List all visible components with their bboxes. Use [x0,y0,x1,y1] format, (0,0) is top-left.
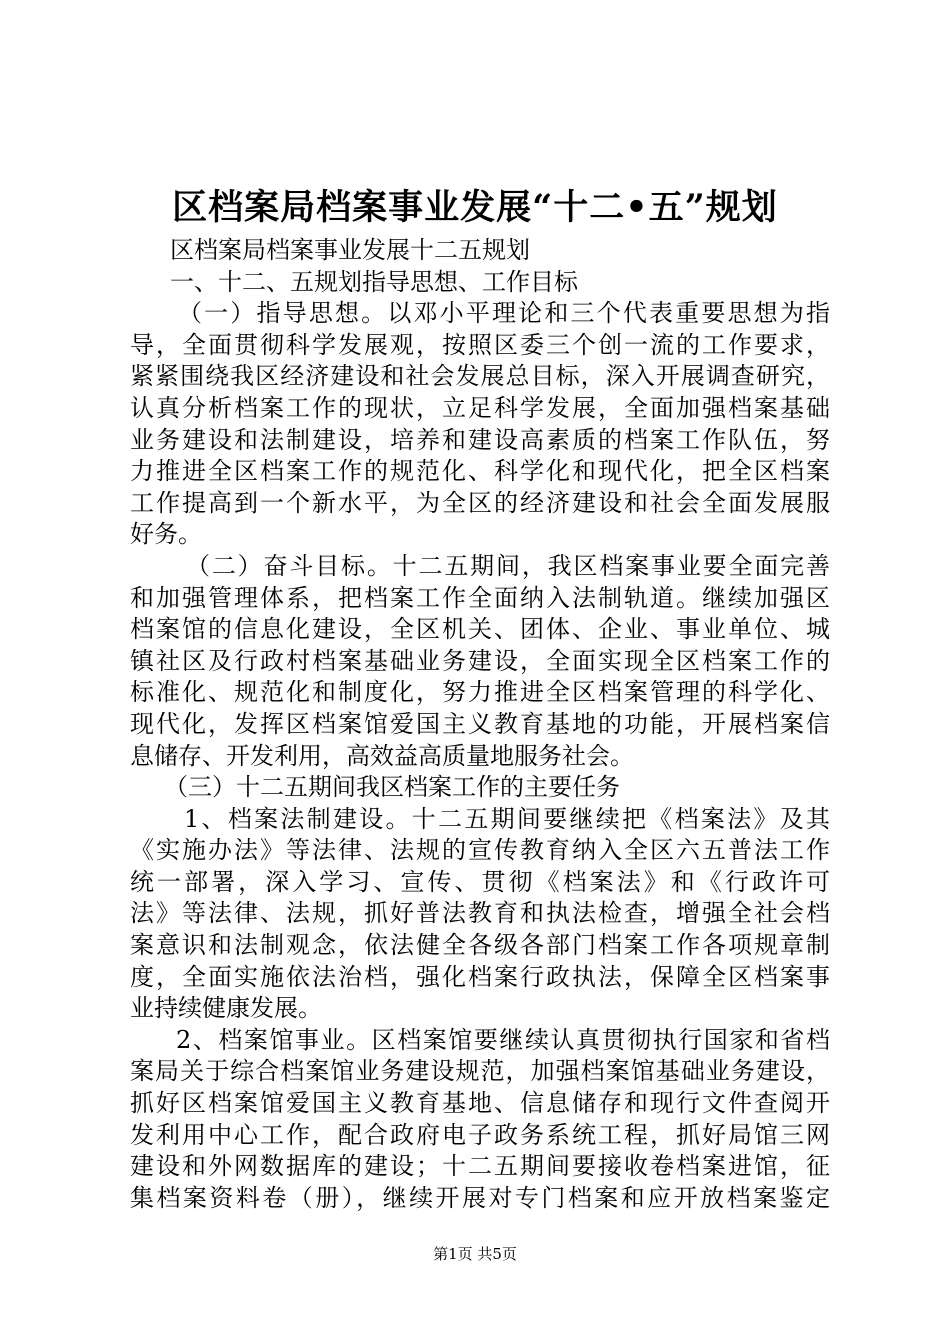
body-line: 《实施办法》等法律、法规的宣传教育纳入全区六五普法工作 [130,836,830,865]
body-line: 统一部署，深入学习、宣传、贯彻《档案法》和《行政许可 [130,867,830,896]
body-line: 度，全面实施依法治档，强化档案行政执法，保障全区档案事 [130,962,830,991]
body-line: 导，全面贯彻科学发展观，按照区委三个创一流的工作要求， [130,330,830,359]
body-line: 业持续健康发展。 [130,994,322,1023]
body-line: 区档案局档案事业发展十二五规划 [170,236,530,264]
body-line: 力推进全区档案工作的规范化、科学化和现代化，把全区档案 [130,457,830,486]
body-line: （二）奋斗目标。十二五期间，我区档案事业要全面完善 [186,551,830,580]
body-line: 标准化、规范化和制度化，努力推进全区档案管理的科学化、 [130,678,830,707]
body-line: （一）指导思想。以邓小平理论和三个代表重要思想为指 [178,299,830,328]
body-line: 案局关于综合档案馆业务建设规范，加强档案馆基础业务建设， [130,1057,830,1086]
body-line: 息储存、开发利用，高效益高质量地服务社会。 [130,741,634,770]
page-footer: 第1页 共5页 [433,1245,517,1263]
body-line: 1、档案法制建设。十二五期间要继续把《档案法》及其 [184,804,830,833]
body-line: 一、十二、五规划指导思想、工作目标 [170,267,578,296]
body-line: 现代化，发挥区档案馆爱国主义教育基地的功能，开展档案信 [130,709,830,738]
document-body [130,235,830,1214]
body-line: 镇社区及行政村档案基础业务建设，全面实现全区档案工作的 [130,646,830,675]
body-line: 抓好区档案馆爱国主义教育基地、信息储存和现行文件查阅开 [130,1089,830,1118]
body-line: 认真分析档案工作的现状，立足科学发展，全面加强档案基础 [130,393,830,422]
body-line: 好务。 [130,520,202,549]
body-line: 和加强管理体系，把档案工作全面纳入法制轨道。继续加强区 [130,583,830,612]
body-line: 案意识和法制观念，依法健全各级各部门档案工作各项规章制 [130,931,830,960]
body-line: 档案馆的信息化建设，全区机关、团体、企业、事业单位、城 [130,615,830,644]
body-line: 工作提高到一个新水平，为全区的经济建设和社会全面发展服 [130,488,830,517]
body-line: 紧紧围绕我区经济建设和社会发展总目标，深入开展调查研究， [130,362,830,391]
body-line: 集档案资料卷（册），继续开展对专门档案和应开放档案鉴定 [130,1183,830,1212]
body-line: 2、档案馆事业。区档案馆要继续认真贯彻执行国家和省档 [176,1025,830,1054]
body-line: 建设和外网数据库的建设；十二五期间要接收卷档案进馆，征 [130,1152,830,1181]
body-line: （三）十二五期间我区档案工作的主要任务 [164,773,620,802]
body-line: 发利用中心工作，配合政府电子政务系统工程，抓好局馆三网 [130,1120,830,1149]
body-line: 业务建设和法制建设，培养和建设高素质的档案工作队伍，努 [130,425,830,454]
document-title: 区档案局档案事业发展“十二•五”规划 [172,187,778,228]
body-line: 法》等法律、法规，抓好普法教育和执法检查，增强全社会档 [130,899,830,928]
